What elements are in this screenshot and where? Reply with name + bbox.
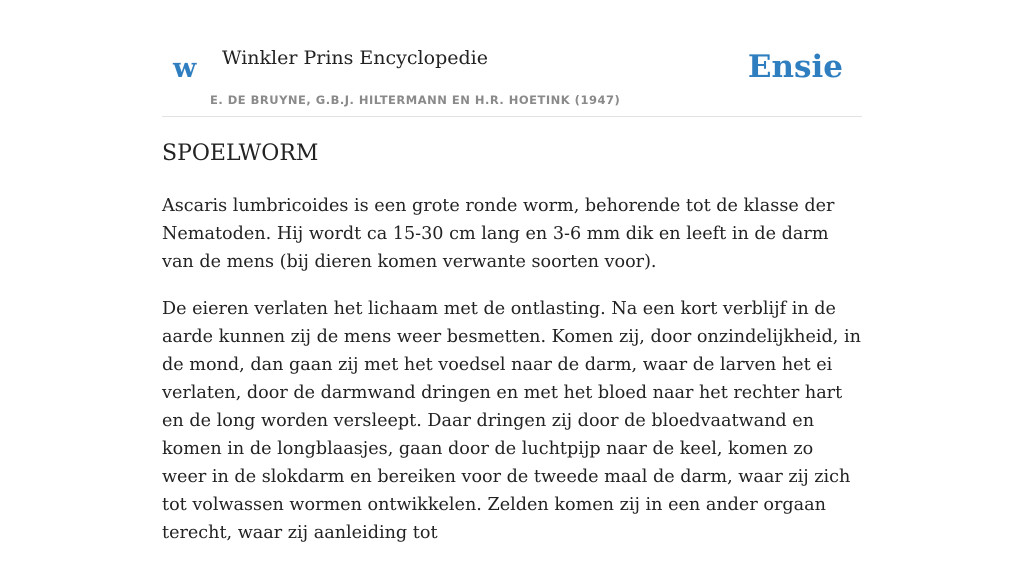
publication-title[interactable]: Winkler Prins Encyclopedie	[222, 47, 488, 69]
publication-authors: E. DE BRUYNE, G.B.J. HILTERMANN EN H.R. HOETINK (1947)	[210, 93, 621, 107]
entry-paragraph: Ascaris lumbricoides is een grote ronde worm, behorende tot de klasse der Nematoden. Hij wordt ca 15-30 cm lang en 3-6 mm dik en leeft in de darm van de mens (bij dieren komen verwante soorten voor).	[162, 196, 835, 272]
article-page	[162, 0, 862, 543]
site-header	[162, 0, 862, 117]
ensie-logo[interactable]: Ensie	[747, 49, 843, 85]
entry-body	[162, 192, 862, 566]
entry-title: SPOELWORM	[162, 141, 319, 166]
entry-paragraph: De eieren verlaten het lichaam met de ontlasting. Na een kort verblijf in de aarde kunnen zij de mens weer besmetten. Komen zij, door onzindelijkheid, in de mond, dan gaan zij met het voedsel naar de darm, waar de larven het ei verlaten, door de darmwand dringen en met het bloed naar het rechter hart en de long worden versleept. Daar dringen zij door de bloedvaatwand en komen in de longblaasjes, gaan door de luchtpijp naar de keel, komen zo weer in de slokdarm en bereiken voor de tweede maal de darm, waar zij zich tot volwassen wormen ontwikkelen. Zelden komen zij in een ander orgaan terecht, waar zij aanleiding tot	[162, 299, 861, 543]
winkler-prins-logo[interactable]: w	[173, 53, 197, 84]
